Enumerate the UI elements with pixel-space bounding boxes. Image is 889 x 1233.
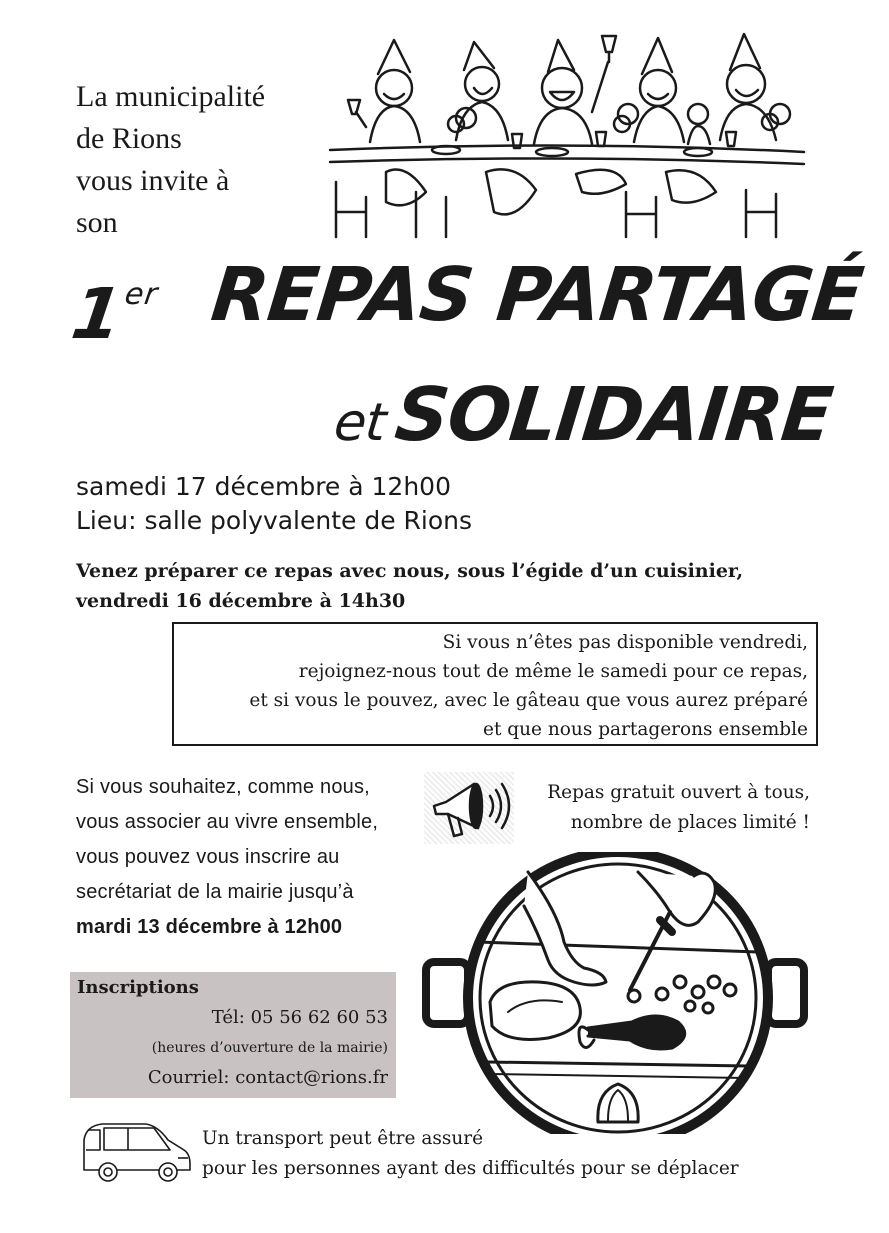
contact-email: Courriel: contact@rions.fr (147, 1067, 388, 1088)
transport-line: pour les personnes ayant des difficultés pour se déplacer (202, 1158, 739, 1179)
signup-line: vous associer au vivre ensemble, (76, 811, 379, 833)
title-line-2-text: SOLIDAIRE (391, 372, 836, 458)
title-connector: et (331, 393, 389, 453)
signup-deadline: mardi 13 décembre à 12h00 (76, 916, 343, 938)
contact-hours: (heures d’ouverture de la mairie) (151, 1040, 388, 1056)
signup-text (76, 770, 388, 945)
title-ordinal-suffix: er (122, 277, 161, 312)
transport-line: Un transport peut être assuré (202, 1128, 484, 1149)
free-meal-line: Repas gratuit ouvert à tous, (547, 782, 810, 803)
cooking-pot-illustration (408, 852, 810, 1134)
intro-line: son (76, 206, 118, 239)
title-ordinal-number: 1 (66, 273, 127, 355)
intro-line: vous invite à (76, 164, 230, 197)
contact-box (70, 972, 396, 1098)
title-line-2 (330, 372, 836, 466)
info-line: Si vous n’êtes pas disponible vendredi, (442, 632, 808, 653)
preparation-line: vendredi 16 décembre à 14h30 (76, 590, 406, 612)
contact-phone: Tél: 05 56 62 60 53 (211, 1007, 388, 1028)
party-people-illustration (326, 22, 808, 244)
info-line: rejoignez-nous tout de même le samedi pour ce repas, (298, 661, 808, 682)
event-date: samedi 17 décembre à 12h00 (76, 472, 451, 501)
free-meal-line: nombre de places limité ! (570, 812, 810, 833)
signup-line: vous pouvez vous inscrire au (76, 846, 340, 868)
info-line: et si vous le pouvez, avec le gâteau que vous aurez préparé (249, 690, 808, 711)
signup-line: secrétariat de la mairie jusqu’à (76, 881, 354, 903)
info-line: et que nous partagerons ensemble (483, 719, 808, 740)
contact-title: Inscriptions (77, 977, 199, 998)
transport-text (202, 1124, 822, 1184)
info-box (172, 622, 818, 746)
free-meal-text (520, 778, 810, 838)
megaphone-icon (424, 772, 514, 844)
event-place: Lieu: salle polyvalente de Rions (76, 506, 473, 535)
preparation-text (76, 556, 806, 616)
intro-text (76, 76, 336, 244)
preparation-line: Venez préparer ce repas avec nous, sous l’égide d’un cuisinier, (76, 560, 744, 582)
title-line-1: REPAS PARTAGÉ (207, 252, 867, 338)
intro-line: de Rions (76, 122, 182, 155)
intro-line: La municipalité (76, 80, 266, 113)
title-ordinal (67, 255, 163, 354)
van-icon (78, 1116, 194, 1188)
signup-line: Si vous souhaitez, comme nous, (76, 776, 370, 798)
